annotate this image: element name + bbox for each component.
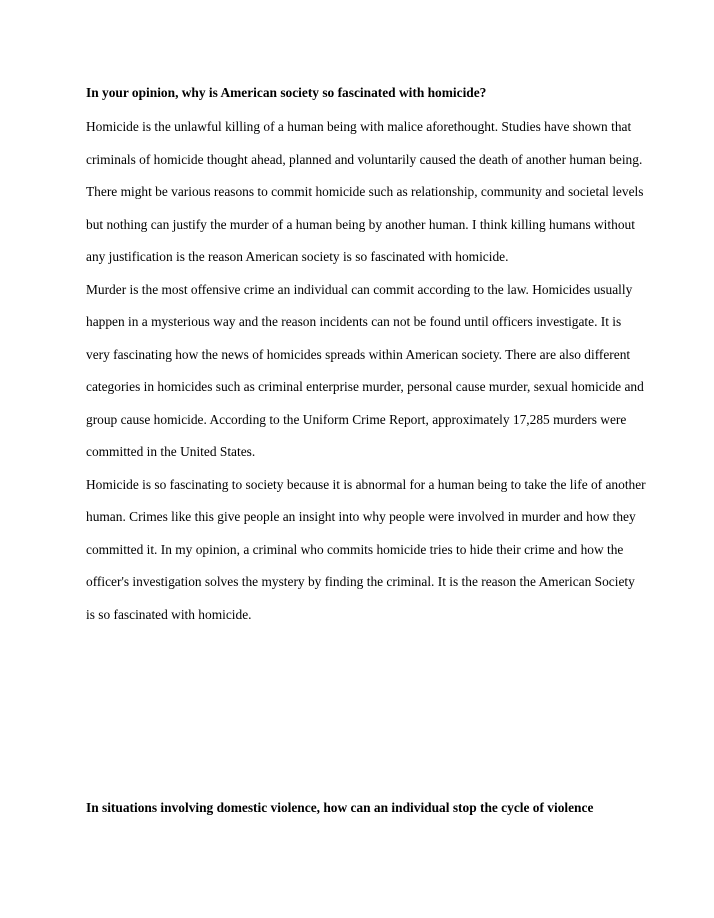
paragraph-2: Murder is the most offensive crime an individual can commit according to the law. Homicides usually happen in a mysterious way and the reason incidents can not be found until officers investigate. It is very fascinating how the news of homicides spreads within American society. There are also different categories in homicides such as criminal enterprise murder, personal cause murder, sexual homicide and group cause homicide. According to the Uniform Crime Report, approximately 17,285 murders were committed in the United States. [86, 281, 644, 459]
paragraph-3: Homicide is so fascinating to society because it is abnormal for a human being to take the life of another human. Crimes like this give people an insight into why people were involved in murder and how they committed it. In my opinion, a criminal who commits homicide tries to hide their crime and how the officer's investigation solves the mystery by finding the criminal. It is the reason the American Society is so fascinated with homicide. [86, 476, 646, 622]
question-heading-2: In situations involving domestic violence, how can an individual stop the cycle of violence [86, 800, 594, 815]
paragraph-1: Homicide is the unlawful killing of a human being with malice aforethought. Studies have shown that criminals of homicide thought ahead, planned and voluntarily caused the death of another human being. There might be various reasons to commit homicide such as relationship, community and societal levels but nothing can justify the murder of a human being by another human. I think killing humans without any justification is the reason American society is so fascinated with homicide. [86, 119, 644, 264]
question-heading-1: In your opinion, why is American society so fascinated with homicide? [86, 85, 487, 100]
answer-body-1 [86, 111, 646, 631]
